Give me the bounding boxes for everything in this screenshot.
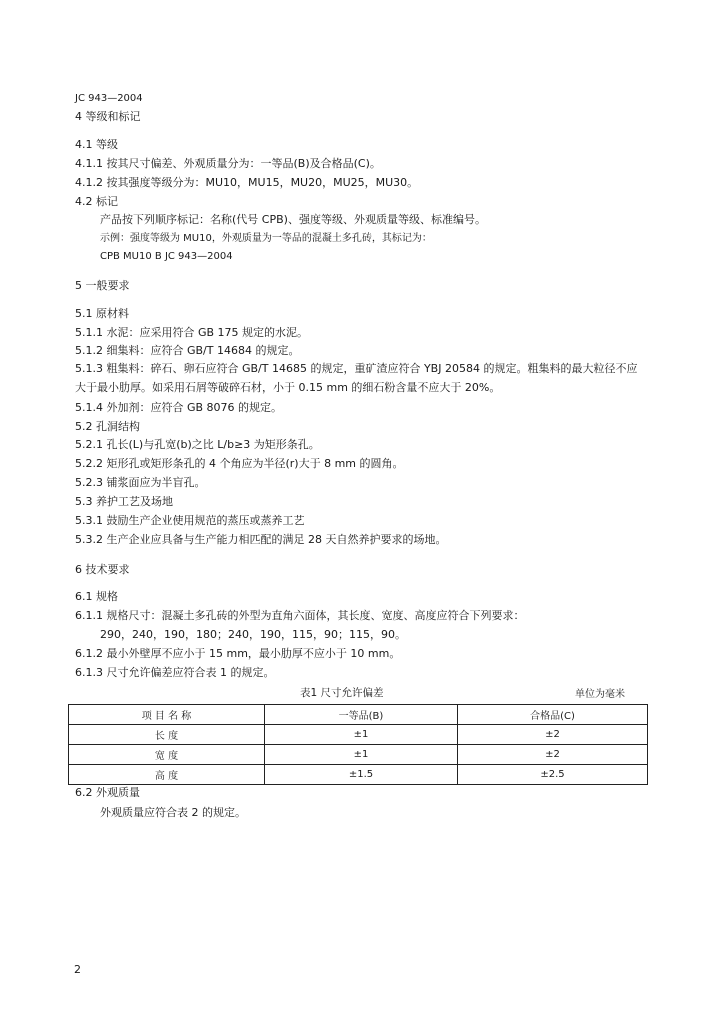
table-cell: 宽 度 [69, 745, 265, 765]
section-5-3-2: 5.3.2 生产企业应具备与生产能力相匹配的满足 28 天自然养护要求的场地。 [75, 533, 447, 546]
section-4-1: 4.1 等级 [75, 138, 118, 151]
section-4-2-mark: CPB MU10 B JC 943—2004 [100, 251, 233, 262]
table-cell: ±2 [458, 725, 648, 745]
section-4-2: 4.2 标记 [75, 195, 118, 208]
table-cell: ±1.5 [265, 765, 458, 785]
table-cell: ±1 [265, 745, 458, 765]
section-5-3-1: 5.3.1 鼓励生产企业使用规范的蒸压或蒸养工艺 [75, 514, 305, 527]
section-4-heading: 4 等级和标记 [75, 110, 141, 123]
section-5-1-4: 5.1.4 外加剂：应符合 GB 8076 的规定。 [75, 401, 283, 414]
table-cell: ±1 [265, 725, 458, 745]
section-5-2: 5.2 孔洞结构 [75, 420, 140, 433]
section-5-3: 5.3 养护工艺及场地 [75, 495, 173, 508]
table-1-unit: 单位为毫米 [575, 689, 625, 700]
section-5-1: 5.1 原材料 [75, 307, 129, 320]
table-header-cell: 项 目 名 称 [69, 705, 265, 725]
section-5-2-2: 5.2.2 矩形孔或矩形条孔的 4 个角应为半径(r)大于 8 mm 的圆角。 [75, 457, 404, 470]
section-5-1-1: 5.1.1 水泥：应采用符合 GB 175 规定的水泥。 [75, 326, 309, 339]
section-6-1: 6.1 规格 [75, 590, 118, 603]
table-header-cell: 一等品(B) [265, 705, 458, 725]
tolerance-table [68, 704, 648, 785]
section-6-2: 6.2 外观质量 [75, 786, 140, 799]
table-row [69, 745, 648, 765]
section-4-1-1: 4.1.1 按其尺寸偏差、外观质量分为：一等品(B)及合格品(C)。 [75, 157, 381, 170]
section-6-1-1-sizes: 290，240，190，180；240，190，115，90；115，90。 [100, 628, 406, 641]
section-4-2-text: 产品按下列顺序标记：名称(代号 CPB)、强度等级、外观质量等级、标准编号。 [100, 213, 486, 226]
section-5-heading: 5 一般要求 [75, 279, 130, 292]
section-6-1-1: 6.1.1 规格尺寸：混凝土多孔砖的外型为直角六面体，其长度、宽度、高度应符合下列要求： [75, 609, 525, 622]
section-6-heading: 6 技术要求 [75, 563, 130, 576]
section-5-1-2: 5.1.2 细集料：应符合 GB/T 14684 的规定。 [75, 344, 300, 357]
section-6-1-3: 6.1.3 尺寸允许偏差应符合表 1 的规定。 [75, 666, 275, 679]
page-number: 2 [74, 963, 81, 976]
table-cell: ±2.5 [458, 765, 648, 785]
table-cell: 长 度 [69, 725, 265, 745]
document-header: JC 943—2004 [75, 93, 143, 104]
section-4-2-example: 示例：强度等级为 MU10，外观质量为一等品的混凝土多孔砖，其标记为： [100, 233, 432, 244]
table-cell: ±2 [458, 745, 648, 765]
section-5-1-3: 5.1.3 粗集料：碎石、卵石应符合 GB/T 14685 的规定，重矿渣应符合 YBJ 20584 的规定。粗集料的最大粒径不应大于最小肋厚。如采用石屑等破碎石材，小于 0.15 mm 的细石粉含量不应大于 20%。 [75, 362, 638, 394]
section-4-1-2: 4.1.2 按其强度等级分为：MU10，MU15，MU20，MU25，MU30。 [75, 176, 419, 189]
section-5-2-1: 5.2.1 孔长(L)与孔宽(b)之比 L/b≥3 为矩形条孔。 [75, 438, 320, 451]
table-row [69, 765, 648, 785]
table-header-cell: 合格品(C) [458, 705, 648, 725]
section-6-2-text: 外观质量应符合表 2 的规定。 [100, 806, 246, 819]
table-1-caption: 表1 尺寸允许偏差 [300, 687, 384, 699]
table-row [69, 725, 648, 745]
table-cell: 高 度 [69, 765, 265, 785]
section-5-2-3: 5.2.3 铺浆面应为半盲孔。 [75, 476, 206, 489]
section-6-1-2: 6.1.2 最小外壁厚不应小于 15 mm，最小肋厚不应小于 10 mm。 [75, 647, 401, 660]
table-header-row [69, 705, 648, 725]
